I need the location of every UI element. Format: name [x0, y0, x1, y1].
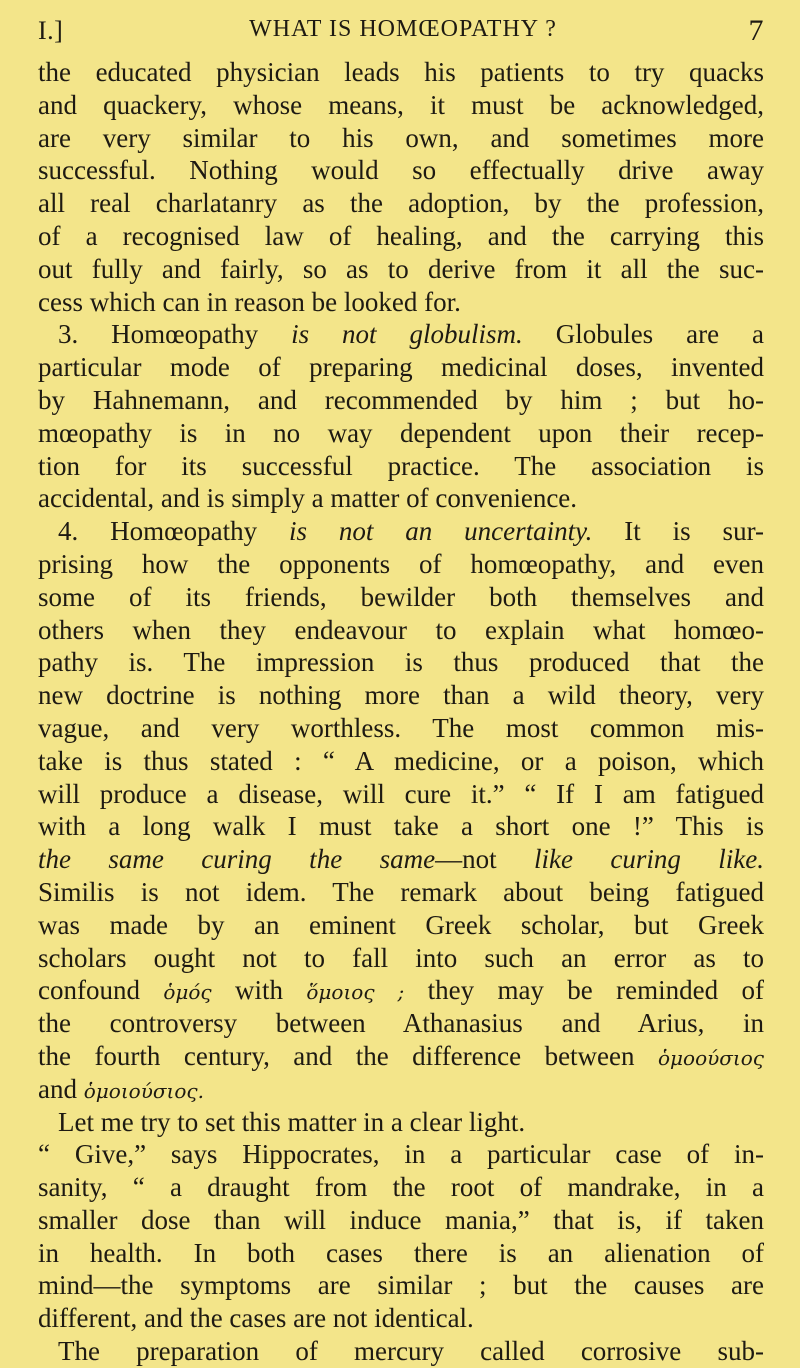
- chapter-marker: I.]: [38, 16, 64, 45]
- text-line: the controversy between Athanasius and Arius, in: [38, 1008, 764, 1039]
- running-head: [38, 16, 764, 50]
- body-text: [38, 56, 764, 1368]
- text-line: with a long walk I must take a short one !” This is: [38, 811, 764, 842]
- text-line: some of its friends, bewilder both themselves and: [38, 581, 764, 612]
- text-line: will produce a disease, will cure it.” “ If I am fatigued: [38, 778, 764, 809]
- text-line: and ὁμοιούσιος.: [38, 1073, 204, 1104]
- text-line: confound ὁμός with ὅμοιος ; they may be reminded of: [38, 975, 764, 1006]
- text-line: of a recognised law of healing, and the carrying this: [38, 220, 764, 251]
- greek-word: ὅμοιος ;: [306, 980, 405, 1005]
- italic-phrase: like curing like.: [534, 844, 764, 875]
- text-line: cess which can in reason be looked for.: [38, 286, 461, 317]
- text-line: the educated physician leads his patients to try quacks: [38, 57, 764, 87]
- text-line: The preparation of mercury called corrosive sub-: [58, 1336, 764, 1367]
- greek-word: ὁμοιούσιος.: [83, 1078, 204, 1103]
- greek-word: ὁμός: [163, 980, 212, 1005]
- section-4-heading-line: 4. Homœopathy is not an uncertainty. It is sur-: [58, 516, 764, 547]
- text-line: take is thus stated : “ A medicine, or a poison, which: [38, 745, 764, 776]
- italic-phrase: is not an uncertainty.: [289, 516, 593, 547]
- text-line: accidental, and is simply a matter of convenience.: [38, 483, 578, 514]
- text-line: was made by an eminent Greek scholar, but Greek: [38, 909, 764, 940]
- text-line: particular mode of preparing medicinal doses, invented: [38, 352, 764, 383]
- greek-word: ὁμοούσιος: [657, 1045, 764, 1070]
- text-line: others when they endeavour to explain what homœo-: [38, 614, 764, 645]
- text-line: Let me try to set this matter in a clear light.: [58, 1106, 526, 1137]
- text-line: pathy is. The impression is thus produced that the: [38, 647, 764, 678]
- text-line: mind—the symptoms are similar ; but the causes are: [38, 1270, 764, 1301]
- text-line: vague, and very worthless. The most common mis-: [38, 712, 764, 743]
- text-line: all real charlatanry as the adoption, by the profession,: [38, 188, 764, 219]
- text-line: Similis is not idem. The remark about being fatigued: [38, 876, 764, 907]
- text-line: “ Give,” says Hippocrates, in a particular case of in-: [38, 1139, 764, 1170]
- text-line: new doctrine is nothing more than a wild theory, very: [38, 680, 764, 711]
- text-line: sanity, “ a draught from the root of mandrake, in a: [38, 1172, 764, 1203]
- text-line: mœopathy is in no way dependent upon their recep-: [38, 417, 764, 448]
- running-title: WHAT IS HOMŒOPATHY ?: [249, 16, 557, 42]
- italic-phrase: is not globulism.: [291, 319, 523, 350]
- text-line: are very similar to his own, and sometimes more: [38, 122, 764, 153]
- section-3-heading-line: 3. Homœopathy is not globulism. Globules are a: [58, 319, 764, 350]
- page-number: 7: [748, 14, 764, 47]
- text-line: and quackery, whose means, it must be acknowledged,: [38, 89, 764, 120]
- text-line: prising how the opponents of homœopathy, and even: [38, 548, 764, 579]
- text-line: out fully and fairly, so as to derive from it all the suc-: [38, 253, 764, 284]
- text-line: different, and the cases are not identical.: [38, 1303, 474, 1334]
- text-line: smaller dose than will induce mania,” that is, if taken: [38, 1204, 764, 1235]
- text-line: scholars ought not to fall into such an error as to: [38, 942, 764, 973]
- text-line: the fourth century, and the difference between ὁμοούσιος: [38, 1040, 764, 1071]
- text-line: in health. In both cases there is an alienation of: [38, 1237, 764, 1268]
- text-line: by Hahnemann, and recommended by him ; but ho-: [38, 384, 764, 415]
- italic-phrase: the same curing the same: [38, 844, 436, 875]
- text-line: successful. Nothing would so effectually drive away: [38, 155, 764, 186]
- text-line: the same curing the same—not like curing like.: [38, 844, 764, 875]
- text-line: tion for its successful practice. The association is: [38, 450, 764, 481]
